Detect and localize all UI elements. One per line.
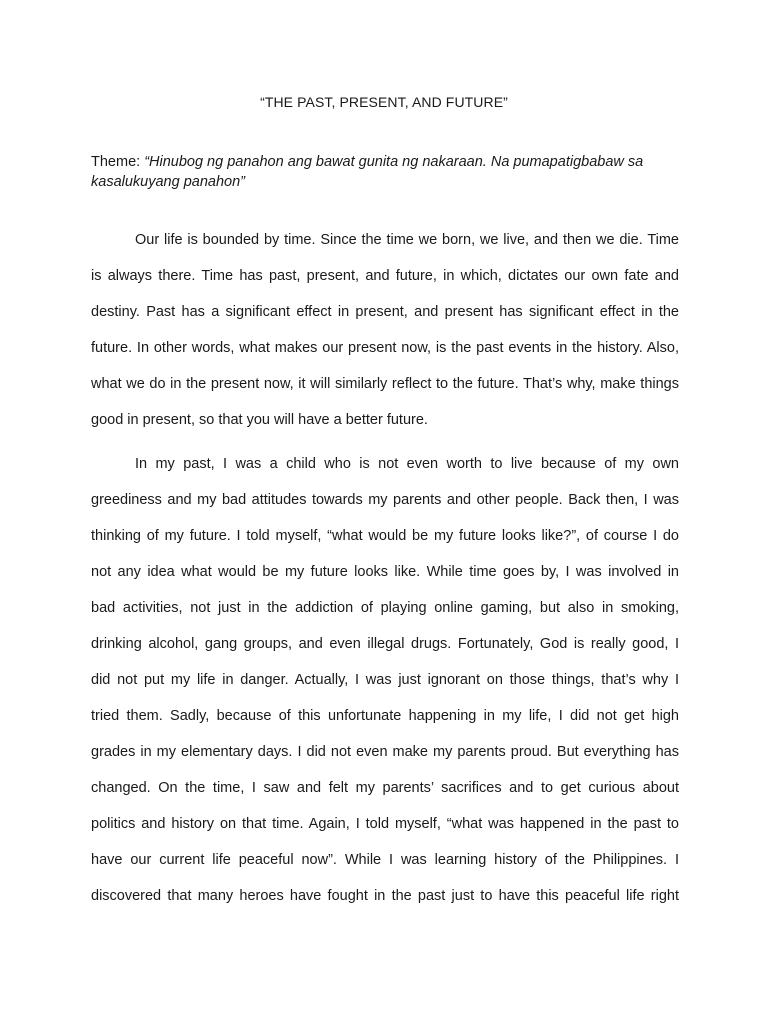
paragraph-line: greediness and my bad attitudes towards my parents and other people. Back then, I was	[91, 492, 679, 508]
paragraph-line: good in present, so that you will have a better future.	[91, 412, 428, 428]
paragraph-line: not any idea what would be my future looks like. While time goes by, I was involved in	[91, 564, 679, 580]
paragraph-line: In my past, I was a child who is not even worth to live because of my own	[135, 456, 679, 472]
paragraph-line: changed. On the time, I saw and felt my parents’ sacrifices and to get curious about	[91, 780, 679, 796]
paragraph-line: tried them. Sadly, because of this unfortunate happening in my life, I did not get high	[91, 708, 679, 724]
paragraph-line: grades in my elementary days. I did not even make my parents proud. But everything has	[91, 744, 679, 760]
paragraph-1	[91, 222, 679, 438]
paragraph-line: politics and history on that time. Again, I told myself, “what was happened in the past to	[91, 816, 679, 832]
paragraph-2	[91, 446, 679, 914]
theme-block	[91, 152, 679, 192]
paragraph-line: thinking of my future. I told myself, “what would be my future looks like?”, of course I do	[91, 528, 679, 544]
paragraph-line: drinking alcohol, gang groups, and even illegal drugs. Fortunately, God is really good, I	[91, 636, 679, 652]
theme-label: Theme:	[91, 154, 145, 170]
paragraph-line: what we do in the present now, it will similarly reflect to the future. That’s why, make things	[91, 376, 679, 392]
paragraph-line: Our life is bounded by time. Since the time we born, we live, and then we die. Time	[135, 232, 679, 248]
theme-text: “Hinubog ng panahon ang bawat gunita ng nakaraan. Na pumapatigbabaw sa kasalukuyang panahon”	[91, 154, 644, 190]
paragraph-line: have our current life peaceful now”. While I was learning history of the Philippines. I	[91, 852, 679, 868]
paragraph-line: discovered that many heroes have fought in the past just to have this peaceful life right	[91, 888, 679, 904]
paragraph-line: did not put my life in danger. Actually, I was just ignorant on those things, that’s why I	[91, 672, 679, 688]
paragraph-line: future. In other words, what makes our present now, is the past events in the history. Also,	[91, 340, 679, 356]
document-title: “THE PAST, PRESENT, AND FUTURE”	[260, 94, 508, 110]
paragraph-line: is always there. Time has past, present, and future, in which, dictates our own fate and	[91, 268, 679, 284]
paragraph-line: destiny. Past has a significant effect in present, and present has significant effect in the	[91, 304, 679, 320]
paragraph-line: bad activities, not just in the addiction of playing online gaming, but also in smoking,	[91, 600, 679, 616]
